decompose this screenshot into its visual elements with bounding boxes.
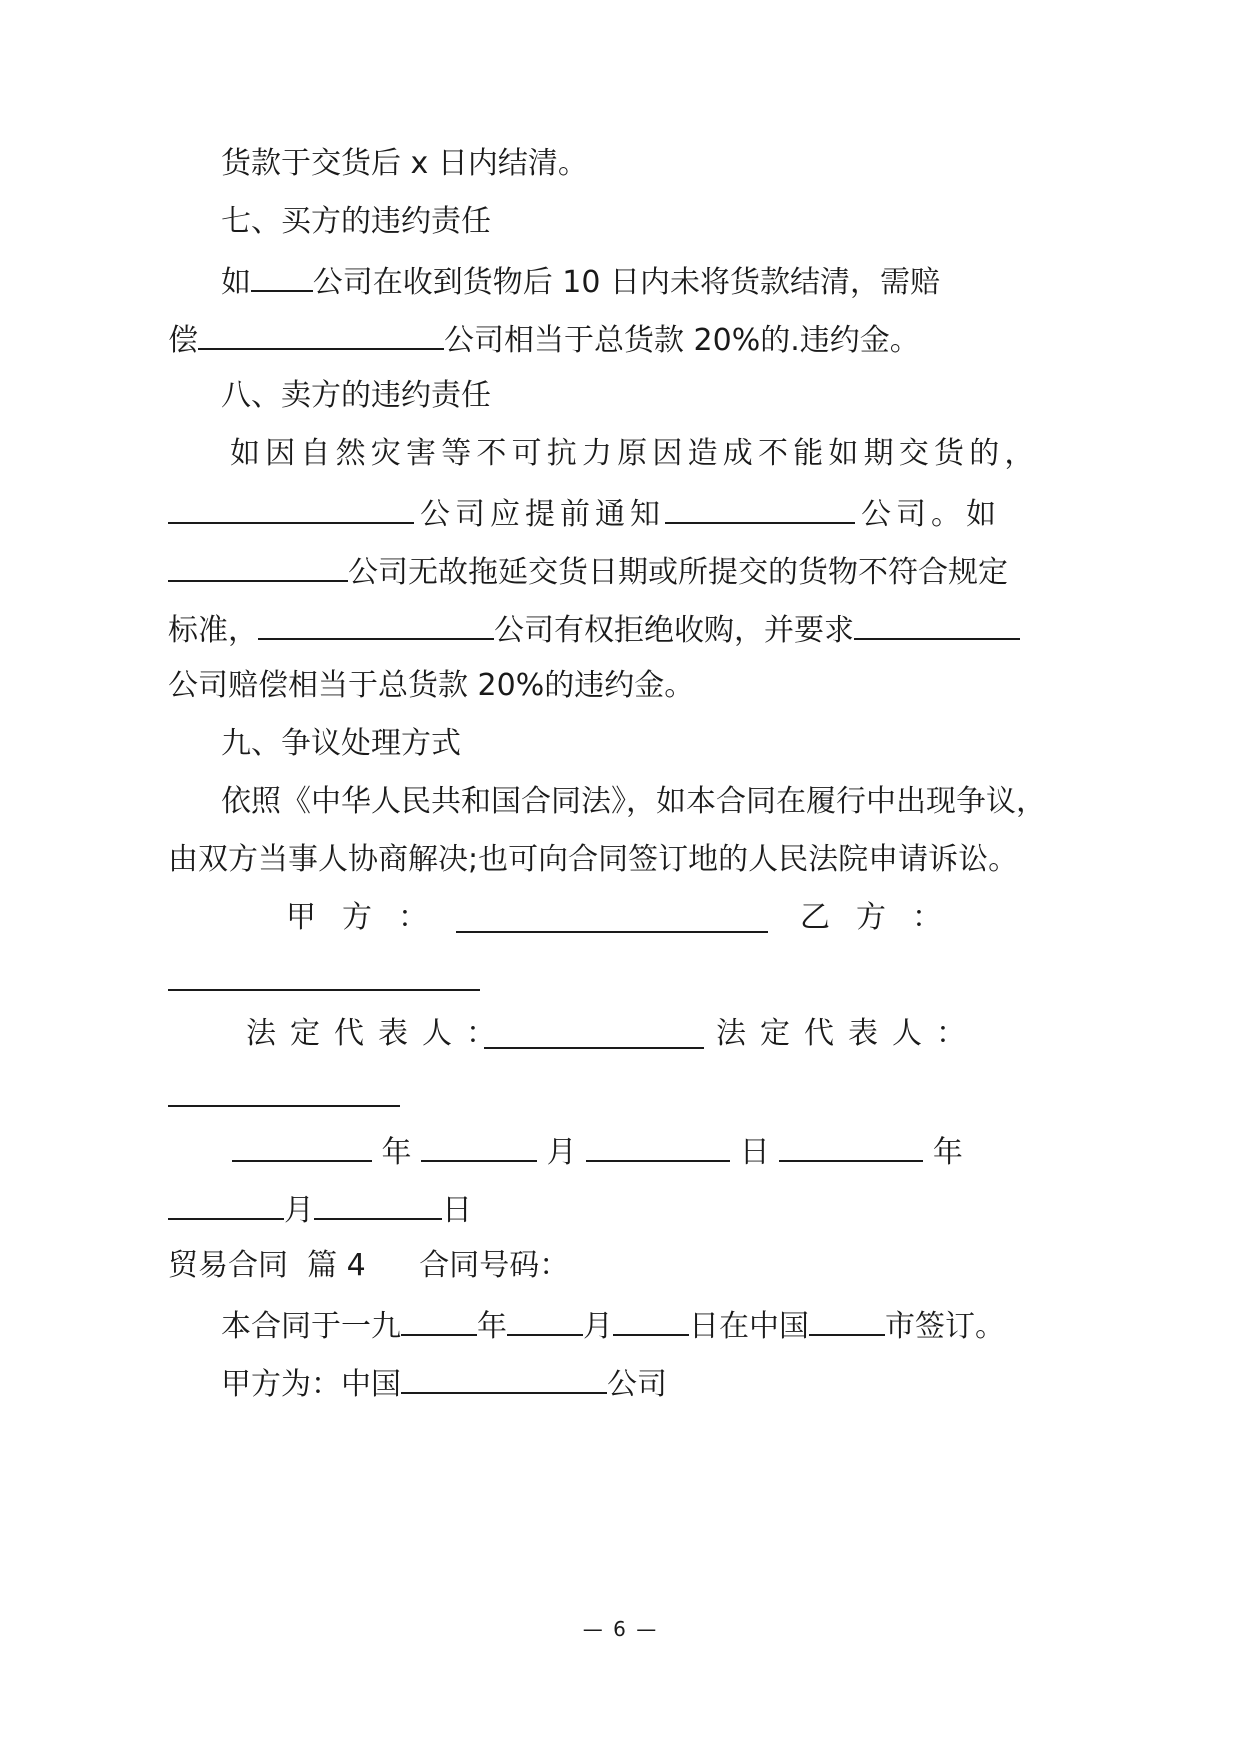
blank-field[interactable] <box>665 492 855 524</box>
section-7-heading: 七、买方的违约责任 <box>221 204 491 239</box>
party-a-label: 甲方： <box>286 900 454 935</box>
party-a-company-line <box>221 1362 667 1405</box>
party-b-line <box>800 898 968 938</box>
section-9-line-1: 依照《中华人民共和国合同法》，如本合同在履行中出现争议， <box>221 784 1046 819</box>
party-a-line <box>286 898 454 938</box>
text: 甲方为：中国 <box>221 1367 401 1402</box>
text: 公司无故拖延交货日期或所提交的货物不符合规定 <box>348 555 1008 590</box>
text: 公司应提前通知 <box>420 497 665 532</box>
blank-field[interactable] <box>854 608 1020 640</box>
blank-field[interactable] <box>198 318 444 350</box>
section-8-line-3 <box>168 550 1008 593</box>
rep-a-line <box>246 1014 510 1054</box>
date-line-1 <box>232 1130 963 1173</box>
section-8-line-2 <box>168 492 1001 535</box>
signing-date-line <box>221 1304 1005 1347</box>
text: 日在中国 <box>689 1309 809 1344</box>
day-label: 日 <box>442 1193 472 1228</box>
text: 月 <box>583 1309 613 1344</box>
day-label: 日 <box>739 1135 770 1170</box>
party-b-label: 乙方： <box>800 900 968 935</box>
blank-field[interactable] <box>809 1304 885 1336</box>
text: 标准， <box>168 613 258 648</box>
payment-term: 货款于交货后 x 日内结清。 <box>221 146 588 181</box>
next-contract-header <box>168 1246 569 1286</box>
text: 公司 <box>607 1367 667 1402</box>
blank-field[interactable] <box>401 1304 477 1336</box>
year-label: 年 <box>932 1135 963 1170</box>
section-9-heading: 九、争议处理方式 <box>221 726 461 761</box>
section-7-line-1 <box>221 260 940 303</box>
blank-field[interactable] <box>258 608 494 640</box>
section-8-heading: 八、卖方的违约责任 <box>221 378 491 413</box>
section-8-line-1: 如因自然灾害等不可抗力原因造成不能如期交货的， <box>230 436 1040 471</box>
section-7-line-2 <box>168 318 920 361</box>
section-9-line-2: 由双方当事人协商解决;也可向合同签订地的人民法院申请诉讼。 <box>168 842 1019 877</box>
text: 市签订。 <box>885 1309 1005 1344</box>
blank-field[interactable] <box>613 1304 689 1336</box>
party-b-blank[interactable] <box>168 959 480 991</box>
month-label: 月 <box>284 1193 314 1228</box>
day-blank[interactable] <box>314 1188 442 1220</box>
text: 公司有权拒绝收购，并要求 <box>494 613 854 648</box>
page-number: — 6 — <box>582 1617 659 1641</box>
month-blank[interactable] <box>421 1130 537 1162</box>
next-contract-title: 贸易合同 篇 4 <box>168 1248 366 1283</box>
blank-field[interactable] <box>507 1304 583 1336</box>
year-label: 年 <box>381 1135 412 1170</box>
text: 公司。如 <box>861 497 1001 532</box>
year-blank[interactable] <box>232 1130 372 1162</box>
rep-b-blank[interactable] <box>168 1075 400 1107</box>
rep-b-line <box>716 1014 980 1054</box>
text: 本合同于一九 <box>221 1309 401 1344</box>
blank-field[interactable] <box>251 260 313 292</box>
section-8-line-4 <box>168 608 1020 651</box>
date-line-2 <box>168 1188 472 1231</box>
text: 公司在收到货物后 10 日内未将货款结清，需赔 <box>312 265 940 300</box>
rep-a-label: 法定代表人： <box>246 1016 510 1051</box>
text: 如 <box>221 265 251 300</box>
blank-field[interactable] <box>401 1362 607 1394</box>
blank-field[interactable] <box>168 492 414 524</box>
blank-field[interactable] <box>168 550 348 582</box>
contract-number-label: 合同号码： <box>419 1248 570 1283</box>
rep-a-blank[interactable] <box>484 1017 704 1049</box>
year-blank[interactable] <box>779 1130 923 1162</box>
month-blank[interactable] <box>168 1188 284 1220</box>
day-blank[interactable] <box>586 1130 730 1162</box>
text: 公司相当于总货款 20%的.违约金。 <box>444 323 920 358</box>
party-a-blank[interactable] <box>456 901 768 933</box>
text: 年 <box>477 1309 507 1344</box>
month-label: 月 <box>546 1135 577 1170</box>
section-8-line-5: 公司赔偿相当于总货款 20%的违约金。 <box>168 668 695 703</box>
rep-b-label: 法定代表人： <box>716 1016 980 1051</box>
text: 偿 <box>168 323 198 358</box>
